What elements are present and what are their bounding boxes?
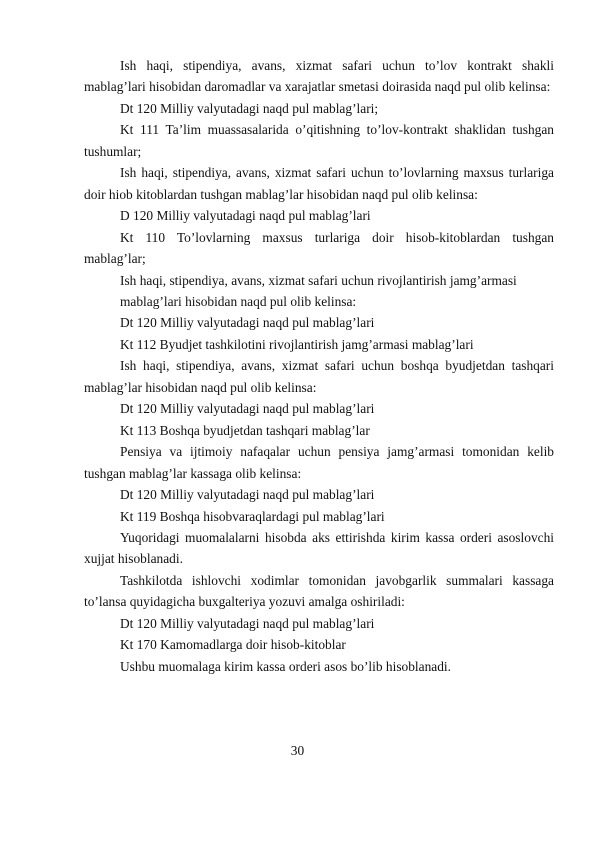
ledger-entry-credit: Kt 170 Kamomadlarga doir hisob-kitoblar bbox=[120, 637, 346, 653]
paragraph: Ish haqi, stipendiya, avans, xizmat safari uchun to’lovlarning maxsus turlariga doir hiob kitoblardan tushgan mablag’lar hisobidan naqd pul olib kelinsa: bbox=[84, 165, 554, 202]
ledger-entry-debit: Dt 120 Milliy valyutadagi naqd pul mablag’lari bbox=[120, 401, 375, 417]
page-number: 30 bbox=[290, 743, 305, 758]
paragraph: Yuqoridagi muomalalarni hisobda aks ettirishda kirim kassa orderi asoslovchi xujjat hisoblanadi. bbox=[84, 529, 554, 567]
body-text bbox=[84, 55, 554, 677]
ledger-entry-credit: Kt 111 Ta’lim muassasalarida o’qitishning to’lov-kontrakt shaklidan tushgan tushumlar; bbox=[84, 122, 554, 159]
paragraph: Ish haqi, stipendiya, avans, xizmat safari uchun boshqa byudjetdan tashqari mablag’lar hisobidan naqd pul olib kelinsa: bbox=[84, 358, 554, 395]
paragraph: Ushbu muomalaga kirim kassa orderi asos bo’lib hisoblanadi. bbox=[120, 658, 451, 674]
ledger-entry-debit: Dt 120 Milliy valyutadagi naqd pul mablag’lari bbox=[120, 315, 375, 331]
ledger-entry-debit: D 120 Milliy valyutadagi naqd pul mablag’lari bbox=[120, 208, 371, 224]
paragraph: Ish haqi, stipendiya, avans, xizmat safari uchun rivojlantirish jamg’armasi bbox=[120, 272, 517, 288]
ledger-entry-credit: Kt 112 Byudjet tashkilotini rivojlantirish jamg’armasi mablag’lari bbox=[120, 336, 474, 352]
ledger-entry-credit: Kt 110 To’lovlarning maxsus turlariga doir hisob-kitoblardan tushgan mablag’lar; bbox=[84, 229, 554, 267]
paragraph: Tashkilotda ishlovchi xodimlar tomonidan javobgarlik summalari kassaga to’lansa quyidagicha buxgalteriya yozuvi amalga oshiriladi: bbox=[84, 572, 554, 610]
paragraph: Ish haqi, stipendiya, avans, xizmat safari uchun to’lov kontrakt shakli mablag’lari hisobidan daromadlar va xarajatlar smetasi doirasida naqd pul olib kelinsa: bbox=[84, 58, 554, 95]
ledger-entry-debit: Dt 120 Milliy valyutadagi naqd pul mablag’lari bbox=[120, 487, 375, 503]
paragraph: mablag’lari hisobidan naqd pul olib kelinsa: bbox=[120, 293, 357, 309]
paragraph: Pensiya va ijtimoiy nafaqalar uchun pensiya jamg’armasi tomonidan kelib tushgan mablag’lar kassaga olib kelinsa: bbox=[84, 444, 554, 481]
ledger-entry-debit: Dt 120 Milliy valyutadagi naqd pul mablag’lari bbox=[120, 615, 375, 631]
ledger-entry-credit: Kt 113 Boshqa byudjetdan tashqari mablag’lar bbox=[120, 422, 370, 438]
ledger-entry-debit: Dt 120 Milliy valyutadagi naqd pul mablag’lari; bbox=[120, 100, 379, 116]
ledger-entry-credit: Kt 119 Boshqa hisobvaraqlardagi pul mablag’lari bbox=[120, 508, 385, 524]
